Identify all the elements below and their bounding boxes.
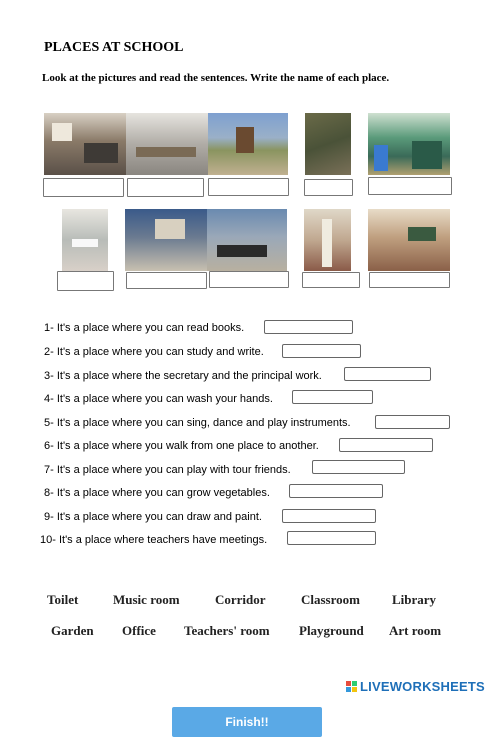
- finish-button[interactable]: Finish!!: [172, 707, 322, 737]
- page-title: PLACES AT SCHOOL: [44, 40, 184, 55]
- question-text: It's a place where teachers have meetings.: [58, 534, 268, 546]
- word-bank-item: Garden: [51, 623, 94, 638]
- question-number: 8-: [44, 487, 54, 499]
- answer-box-photo-3[interactable]: [208, 178, 289, 196]
- answer-box-photo-10[interactable]: [369, 272, 450, 288]
- question-7: [44, 464, 291, 476]
- question-10: [40, 534, 267, 546]
- word-bank-item: Library: [392, 592, 437, 607]
- word-bank-item: Playground: [299, 623, 364, 638]
- question-number: 9-: [44, 511, 54, 523]
- question-number: 4-: [44, 393, 54, 405]
- photo-classroom-1: [44, 113, 126, 175]
- question-text: It's a place where you walk from one place to another.: [56, 440, 319, 452]
- answer-box-photo-9[interactable]: [302, 272, 360, 288]
- answer-box-photo-2[interactable]: [127, 178, 204, 197]
- word-bank-item: Office: [122, 623, 156, 638]
- question-number: 1-: [44, 322, 54, 334]
- question-9-answer[interactable]: [282, 509, 376, 523]
- photo-library: [368, 113, 450, 175]
- word-bank-item: Corridor: [215, 592, 266, 607]
- answer-box-photo-4[interactable]: [304, 179, 353, 196]
- question-text: It's a place where you can sing, dance and play instruments.: [56, 417, 351, 429]
- question-10-answer[interactable]: [287, 531, 376, 545]
- question-8-answer[interactable]: [289, 484, 383, 498]
- question-2-answer[interactable]: [282, 344, 361, 358]
- question-text: It's a place where you can study and write.: [56, 346, 264, 358]
- question-number: 10-: [40, 534, 56, 546]
- photo-classroom-2: [126, 113, 208, 175]
- word-bank-item: Music room: [113, 592, 180, 607]
- question-5: [44, 417, 351, 429]
- question-text: It's a place where you can grow vegetables.: [56, 487, 270, 499]
- question-3: [44, 370, 322, 382]
- question-9: [44, 511, 262, 523]
- question-number: 5-: [44, 417, 54, 429]
- photo-garden: [305, 113, 351, 175]
- photo-playground: [208, 113, 288, 175]
- question-7-answer[interactable]: [312, 460, 405, 474]
- question-4-answer[interactable]: [292, 390, 373, 404]
- word-bank-item: Classroom: [301, 592, 360, 607]
- answer-box-photo-5[interactable]: [368, 177, 452, 195]
- answer-box-photo-7[interactable]: [126, 272, 207, 289]
- photo-music-room: [207, 209, 287, 271]
- question-number: 3-: [44, 370, 54, 382]
- question-text: It's a place where the secretary and the principal work.: [56, 370, 322, 382]
- photo-art-room: [125, 209, 207, 271]
- word-bank-item: Art room: [389, 623, 442, 638]
- answer-box-photo-8[interactable]: [209, 271, 289, 288]
- question-6: [44, 440, 319, 452]
- liveworksheets-logo: [346, 679, 485, 694]
- question-8: [44, 487, 270, 499]
- question-number: 6-: [44, 440, 54, 452]
- question-text: It's a place where you can draw and paint.: [56, 511, 262, 523]
- question-text: It's a place where you can wash your hands.: [56, 393, 273, 405]
- word-bank-item: Toilet: [47, 592, 79, 607]
- photo-teachers-room: [368, 209, 450, 271]
- instructions: Look at the pictures and read the sentences. Write the name of each place.: [42, 72, 390, 84]
- photo-toilet: [62, 209, 108, 271]
- question-6-answer[interactable]: [339, 438, 433, 452]
- photo-corridor: [304, 209, 351, 271]
- question-number: 7-: [44, 464, 54, 476]
- question-1-answer[interactable]: [264, 320, 353, 334]
- question-2: [44, 346, 264, 358]
- logo-grid-icon: [346, 681, 358, 692]
- logo-text: LIVEWORKSHEETS: [360, 679, 485, 694]
- word-bank-item: Teachers' room: [184, 623, 270, 638]
- question-text: It's a place where you can play with tour friends.: [56, 464, 291, 476]
- answer-box-photo-1[interactable]: [43, 178, 124, 197]
- question-1: [44, 322, 244, 334]
- question-4: [44, 393, 273, 405]
- answer-box-photo-6[interactable]: [57, 271, 114, 291]
- question-text: It's a place where you can read books.: [56, 322, 245, 334]
- question-number: 2-: [44, 346, 54, 358]
- question-3-answer[interactable]: [344, 367, 431, 381]
- question-5-answer[interactable]: [375, 415, 450, 429]
